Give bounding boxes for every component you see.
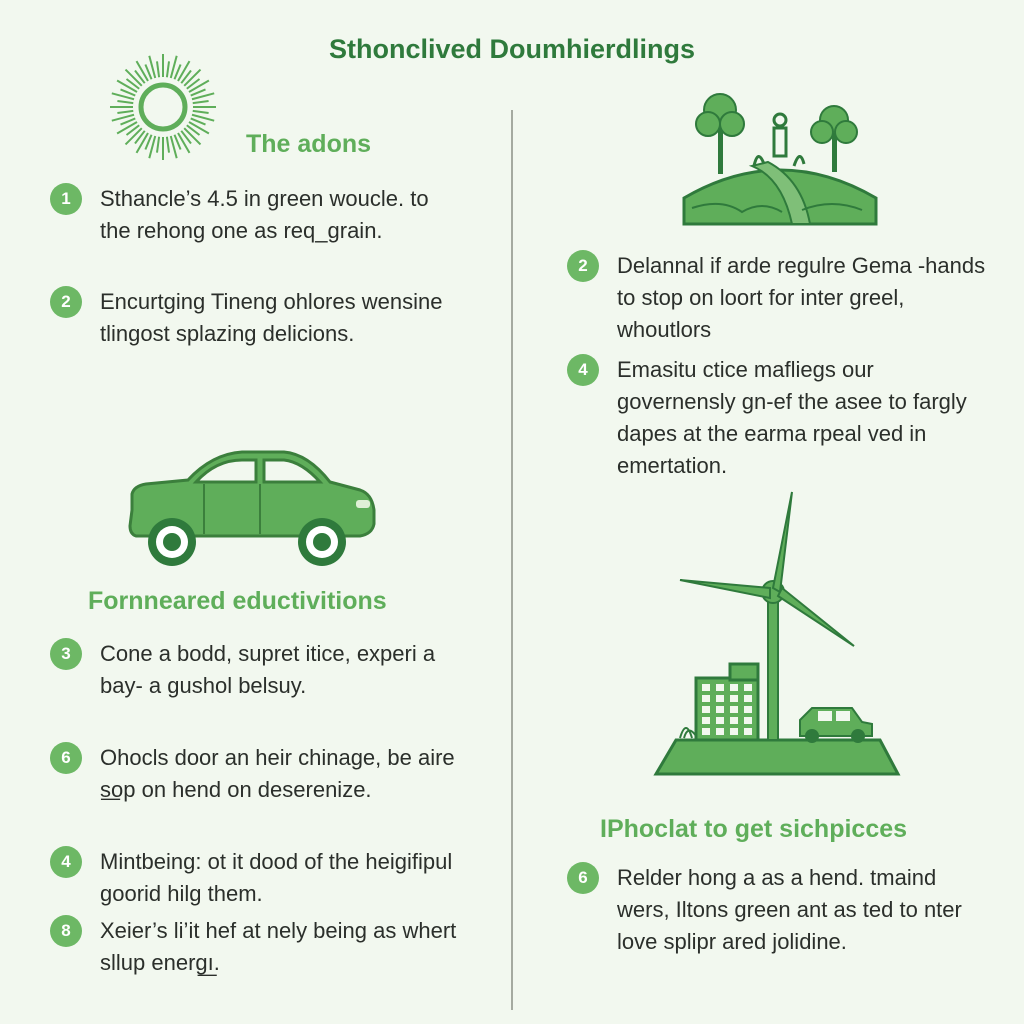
- number-badge: 8: [50, 915, 82, 947]
- page-title: Sthonclived Doumhierdlings: [328, 34, 696, 64]
- list-item: [50, 638, 470, 702]
- section-heading-sichpicces: IPhoclat to get sichpicces: [600, 815, 908, 843]
- section-heading-eductivitions: Fornneared eductivitions: [88, 587, 387, 615]
- number-badge: 3: [50, 638, 82, 670]
- list-item: [50, 742, 470, 806]
- landscape-trees-icon: [682, 88, 878, 226]
- list-item: [567, 250, 987, 346]
- list-item-text: Relder hong a as a hend. tmaind wers, Iltons green ant as ted to nter love splipr ared jolidine.: [617, 865, 962, 954]
- car-icon: [124, 448, 380, 570]
- number-badge: 6: [567, 862, 599, 894]
- list-item: [50, 286, 460, 350]
- list-item-text: Sthancle’s 4.5 in green woucle. to the rehong one as req_grain.: [100, 186, 429, 243]
- list-item: [50, 846, 470, 910]
- list-item: [567, 354, 987, 482]
- number-badge: 1: [50, 183, 82, 215]
- wind-turbine-city-icon: [652, 488, 904, 780]
- list-item-text: Encurtging Tineng ohlores wensine tlingost splazing delicions.: [100, 289, 443, 346]
- list-item-text: Delannal if arde regulre Gema -hands to stop on loort for inter greel, whoutlors: [617, 253, 986, 342]
- column-divider: [511, 110, 513, 1010]
- number-badge: 4: [567, 354, 599, 386]
- sun-icon: [108, 52, 218, 162]
- list-item-text: Emasitu ctice mafliegs our governensly gn-ef the asee to fargly dapes at the earma rpeal ved in emertation.: [617, 357, 967, 478]
- number-badge: 4: [50, 846, 82, 878]
- section-heading-adons: The adons: [246, 130, 372, 158]
- list-item-text: Ohocls door an heir chinage, be aire s͟op on hend on deserenize.: [100, 745, 455, 802]
- list-item: [567, 862, 987, 958]
- list-item: [50, 915, 470, 979]
- list-item-text: Xeier’s li’it hef at nely being as whert sllup energ͟ı.: [100, 918, 457, 975]
- number-badge: 2: [567, 250, 599, 282]
- number-badge: 6: [50, 742, 82, 774]
- list-item-text: Cone a bodd, supret itice, experi a bay- a gushol belsuy.: [100, 641, 436, 698]
- list-item-text: Mintbeing: ot it dood of the heigifipul goorid hilg them.: [100, 849, 453, 906]
- number-badge: 2: [50, 286, 82, 318]
- list-item: [50, 183, 460, 247]
